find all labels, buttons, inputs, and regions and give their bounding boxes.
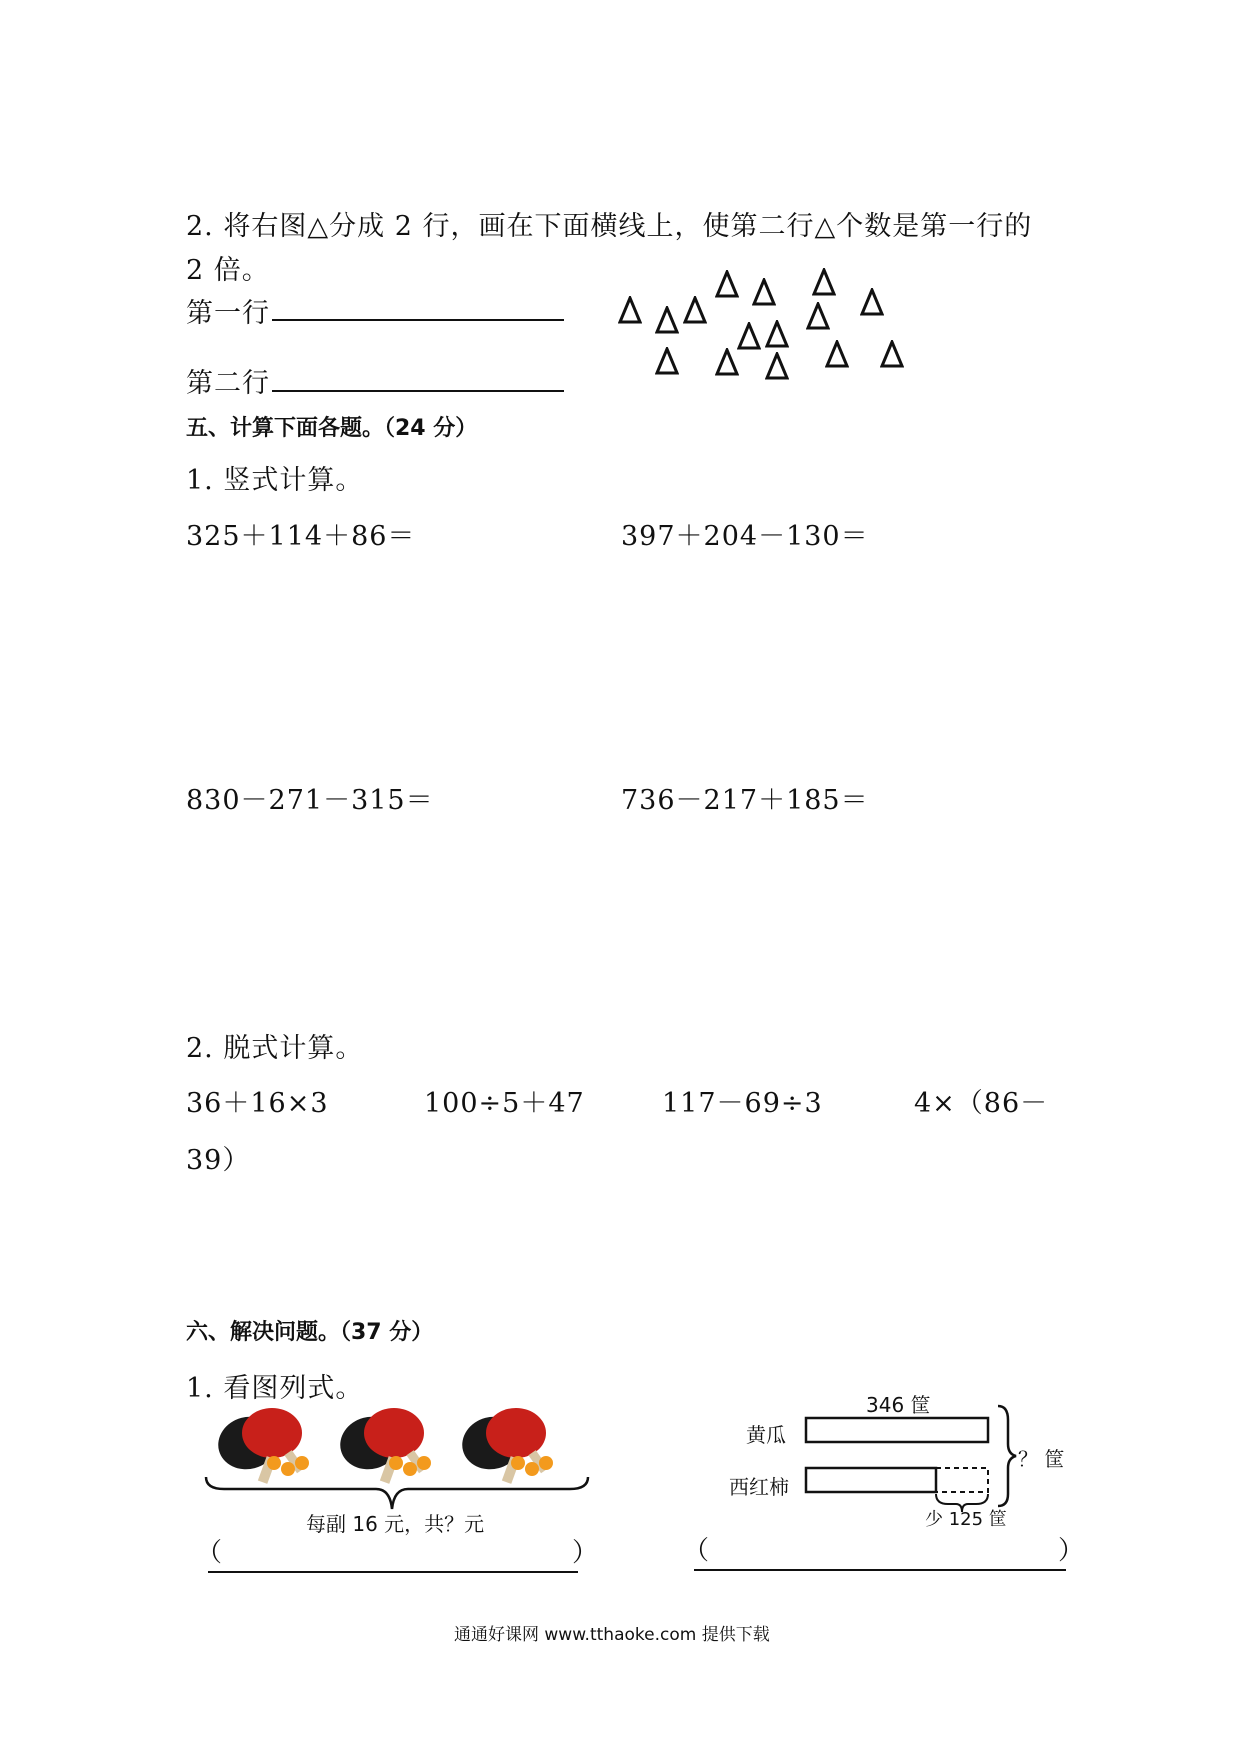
vertical-calc-4: 736－217＋185＝	[621, 785, 869, 816]
s5-q1-title: 1. 竖式计算。	[186, 465, 364, 496]
triangle-shape	[683, 296, 707, 324]
triangle-shape	[737, 322, 761, 350]
paddle-caption: 每副 16 元，共？元	[306, 1512, 485, 1536]
step-calc-3: 117－69÷3	[662, 1088, 823, 1119]
triangle-shape	[765, 320, 789, 348]
triangle-shape	[806, 302, 830, 330]
row2-label: 第二行	[186, 368, 270, 399]
paren-close-right: ）	[1058, 1536, 1085, 1566]
label-cucumber: 黄瓜	[746, 1423, 786, 1447]
section6-title: 六、解决问题。（37 分）	[186, 1320, 434, 1345]
difference-bar	[936, 1468, 988, 1492]
difference-label: 少 125 筐	[925, 1509, 1007, 1530]
answer-line-left[interactable]	[208, 1571, 578, 1573]
triangle-shape	[860, 288, 884, 316]
bar-top-value: 346 筐	[866, 1393, 931, 1417]
row2-answer-line[interactable]	[272, 390, 564, 392]
step-calc-2: 100÷5＋47	[424, 1088, 585, 1119]
row1-label: 第一行	[186, 298, 270, 329]
paddle-set	[456, 1408, 553, 1484]
vertical-calc-3: 830－271－315＝	[186, 785, 434, 816]
triangle-shape	[715, 348, 739, 376]
vertical-calc-1: 325＋114＋86＝	[186, 521, 416, 552]
paren-open-left: （	[196, 1538, 223, 1568]
triangle-shape	[655, 306, 679, 334]
step-calc-4-part2: 39）	[186, 1145, 251, 1176]
row1-answer-line[interactable]	[272, 319, 564, 321]
step-calc-4-part1: 4×（86－	[914, 1088, 1049, 1119]
triangle-shape	[812, 268, 836, 296]
q2-instruction-line2: 2 倍。	[186, 255, 270, 286]
label-tomato: 西红柿	[729, 1475, 789, 1499]
answer-line-right[interactable]	[694, 1569, 1066, 1571]
triangle-shape	[825, 340, 849, 368]
paren-close-left: ）	[572, 1538, 599, 1568]
s5-q2-title: 2. 脱式计算。	[186, 1033, 364, 1064]
q2-instruction-line1: 2. 将右图△分成 2 行，画在下面横线上，使第二行△个数是第一行的	[186, 211, 1033, 242]
paddle-set	[334, 1408, 431, 1484]
triangle-shape	[655, 347, 679, 375]
step-calc-1: 36＋16×3	[186, 1088, 329, 1119]
triangle-shape	[880, 340, 904, 368]
footer-text: 通通好课网 www.tthaoke.com 提供下载	[454, 1625, 770, 1645]
total-label: ？ 筐	[1018, 1447, 1065, 1471]
tomato-bar	[806, 1468, 936, 1492]
triangle-shape	[752, 278, 776, 306]
paddle-illustration	[200, 1405, 600, 1517]
paren-open-right: （	[683, 1536, 710, 1566]
cucumber-bar	[806, 1418, 988, 1442]
triangle-shape	[715, 270, 739, 298]
s6-q1-title: 1. 看图列式。	[186, 1373, 364, 1404]
total-brace	[998, 1406, 1016, 1506]
paddle-set	[212, 1408, 309, 1484]
section5-title: 五、计算下面各题。（24 分）	[186, 416, 478, 441]
vertical-calc-2: 397＋204－130＝	[621, 521, 869, 552]
triangle-shape	[618, 296, 642, 324]
triangle-shape	[765, 352, 789, 380]
